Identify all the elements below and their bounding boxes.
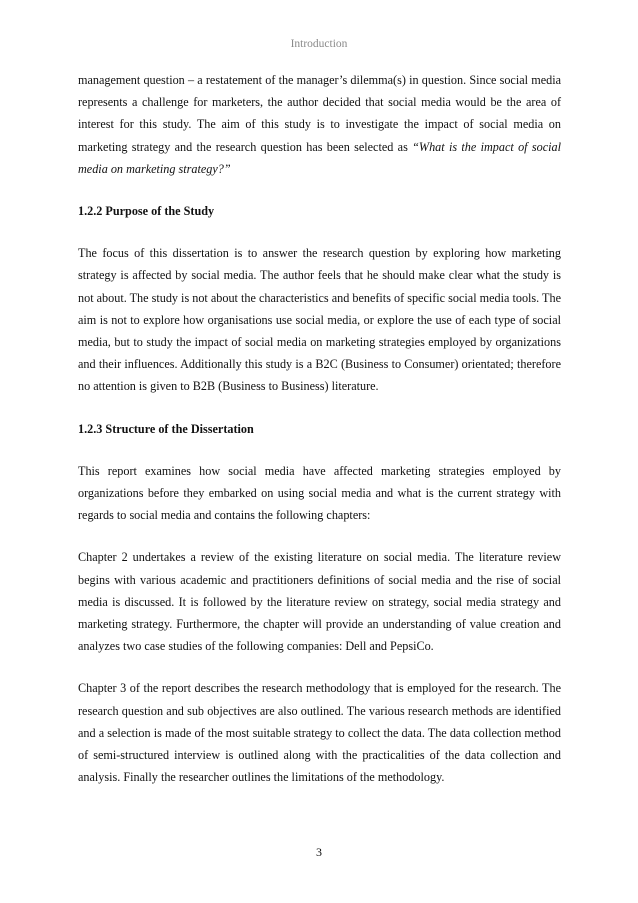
running-header: Introduction — [290, 38, 348, 50]
intro-text: management question – a restatement of the manager’s dilemma(s) in question. Since social media represents a challenge for marketers, the author decided that social media would be the area of interest for this study. The aim of this study is to investigate the impact of social media on marketing strategy and the research question has been selected as — [78, 73, 561, 154]
structure-paragraph-chapter-2: Chapter 2 undertakes a review of the existing literature on social media. The literature review begins with various academic and practitioners definitions of social media and the rise of social media is discussed. It is followed by the literature review on strategy, social media strategy and marketing strategy. Furthermore, the chapter will provide an understanding of value creation and analyzes two case studies of the following companies: Dell and PepsiCo. — [78, 550, 561, 654]
intro-paragraph — [78, 69, 561, 180]
heading-structure-of-dissertation: 1.2.3 Structure of the Dissertation — [78, 421, 254, 436]
page-body — [78, 69, 561, 788]
structure-paragraph-1: This report examines how social media have affected marketing strategies employed by organizations before they embarked on using social media and what is the current strategy with regards to social media and contains the following chapters: — [78, 463, 561, 523]
research-question: “What is the impact of social media on marketing strategy?” — [78, 139, 561, 176]
heading-purpose-of-study: 1.2.2 Purpose of the Study — [78, 204, 215, 219]
page-number: 3 — [316, 845, 322, 859]
structure-paragraph-chapter-3: Chapter 3 of the report describes the research methodology that is employed for the research. The research question and sub objectives are also outlined. The various research methods are identified and a selection is made of the most suitable strategy to collect the data. The data collection method of semi-structured interview is outlined along with the practicalities of the data collection and analysis. Finally the researcher outlines the limitations of the methodology. — [78, 681, 561, 785]
purpose-paragraph: The focus of this dissertation is to answer the research question by exploring how marketing strategy is affected by social media. The author feels that he should make clear what the study is not about. The study is not about the characteristics and benefits of specific social media tools. The aim is not to explore how organisations use social media, or explore the use of each type of social media, but to study the impact of social media on marketing strategies employed by organizations and their influences. Additionally this study is a B2C (Business to Consumer) orientated; therefore no attention is given to B2B (Business to Business) literature. — [78, 246, 561, 394]
